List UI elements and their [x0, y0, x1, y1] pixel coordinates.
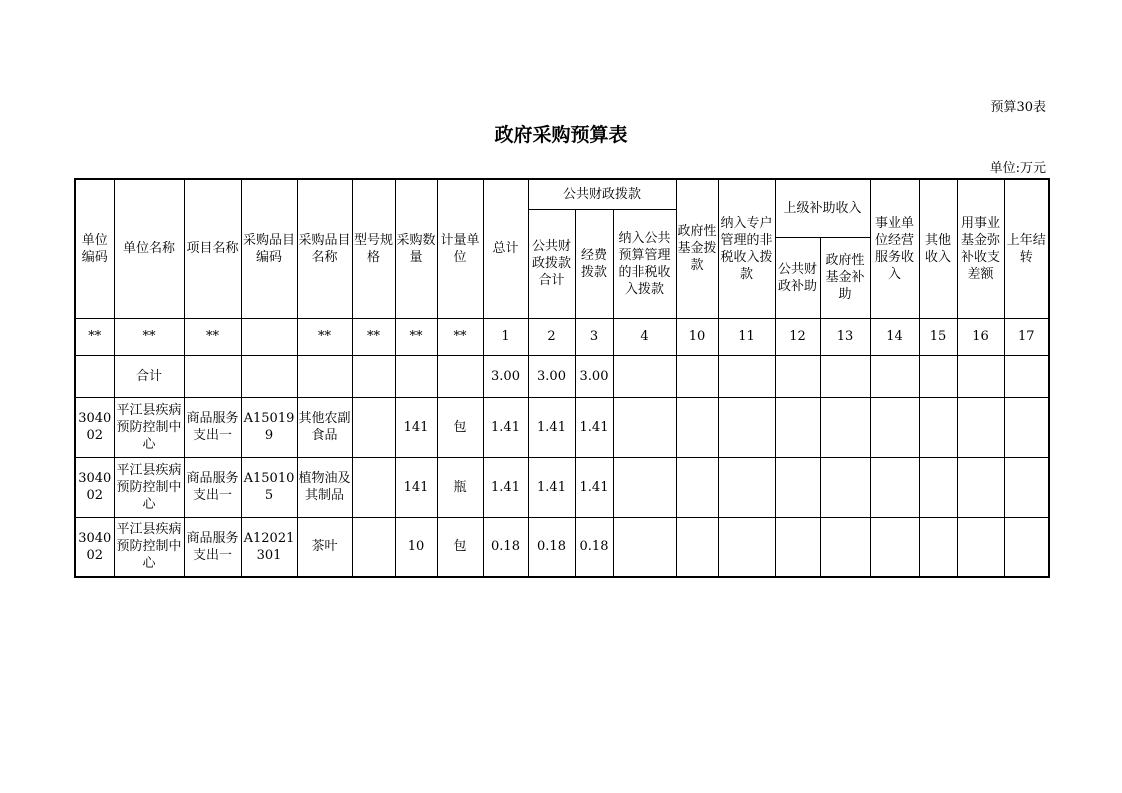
row-model-spec: [352, 457, 395, 517]
row-measure-unit: 包: [437, 397, 483, 457]
table-row: [75, 397, 1049, 457]
index-cell: 15: [919, 318, 957, 355]
row-item-code: A150105: [241, 457, 297, 517]
index-cell: 14: [870, 318, 919, 355]
row-model-spec: [352, 517, 395, 577]
index-cell: 13: [820, 318, 870, 355]
header-carryover: 上年结转: [1004, 179, 1049, 318]
header-fund-balance: 用事业基金弥补收支差额: [957, 179, 1004, 318]
total-operating-funds: 3.00: [575, 355, 613, 397]
index-cell: **: [184, 318, 241, 355]
row-measure-unit: 包: [437, 517, 483, 577]
row-public-finance: 0.18: [528, 517, 575, 577]
row-quantity: 141: [395, 457, 437, 517]
header-public-finance-total: 公共财政拨款合计: [528, 209, 575, 318]
row-item-code: A12021301: [241, 517, 297, 577]
header-other-income: 其他收入: [919, 179, 957, 318]
index-cell: 4: [613, 318, 676, 355]
header-total: 总计: [483, 179, 528, 318]
row-public-finance: 1.41: [528, 457, 575, 517]
procurement-budget-table: [74, 178, 1050, 578]
header-project-name: 项目名称: [184, 179, 241, 318]
total-public-finance: 3.00: [528, 355, 575, 397]
index-cell: 17: [1004, 318, 1049, 355]
index-cell: 10: [676, 318, 718, 355]
header-model-spec: 型号规格: [352, 179, 395, 318]
unit-label: 单位:万元: [989, 161, 1046, 176]
header-quantity: 采购数量: [395, 179, 437, 318]
row-model-spec: [352, 397, 395, 457]
total-row: [75, 355, 1049, 397]
row-measure-unit: 瓶: [437, 457, 483, 517]
index-cell: **: [297, 318, 352, 355]
header-item-name: 采购品目名称: [297, 179, 352, 318]
table-row: [75, 517, 1049, 577]
row-quantity: 141: [395, 397, 437, 457]
row-total: 1.41: [483, 397, 528, 457]
index-cell: [241, 318, 297, 355]
header-unit-code: 单位编码: [75, 179, 114, 318]
form-number: 预算30表: [990, 100, 1046, 115]
row-unit-name: 平江县疾病预防控制中心: [114, 457, 184, 517]
index-cell: **: [114, 318, 184, 355]
row-unit-name: 平江县疾病预防控制中心: [114, 397, 184, 457]
header-public-finance: 公共财政拨款: [528, 179, 676, 209]
index-cell: 11: [718, 318, 775, 355]
index-cell: **: [75, 318, 114, 355]
total-total: 3.00: [483, 355, 528, 397]
header-business-income: 事业单位经营服务收入: [870, 179, 919, 318]
header-operating-funds: 经费拨款: [575, 209, 613, 318]
index-cell: **: [352, 318, 395, 355]
row-project-name: 商品服务支出一: [184, 517, 241, 577]
table-row: [75, 457, 1049, 517]
row-project-name: 商品服务支出一: [184, 457, 241, 517]
header-superior-subsidy: 上级补助收入: [775, 179, 870, 237]
index-cell: 2: [528, 318, 575, 355]
header-superior-fund: 政府性基金补助: [820, 237, 870, 318]
header-superior-public: 公共财政补助: [775, 237, 820, 318]
index-cell: 16: [957, 318, 1004, 355]
header-gov-fund: 政府性基金拨款: [676, 179, 718, 318]
page-title: 政府采购预算表: [494, 124, 628, 146]
row-public-finance: 1.41: [528, 397, 575, 457]
row-item-name: 植物油及其制品: [297, 457, 352, 517]
row-item-code: A150199: [241, 397, 297, 457]
header-unit-name: 单位名称: [114, 179, 184, 318]
row-total: 1.41: [483, 457, 528, 517]
row-quantity: 10: [395, 517, 437, 577]
row-unit-code: 304002: [75, 517, 114, 577]
row-unit-name: 平江县疾病预防控制中心: [114, 517, 184, 577]
row-operating-funds: 1.41: [575, 457, 613, 517]
index-cell: 12: [775, 318, 820, 355]
index-cell: 1: [483, 318, 528, 355]
row-item-name: 其他农副食品: [297, 397, 352, 457]
row-project-name: 商品服务支出一: [184, 397, 241, 457]
row-item-name: 茶叶: [297, 517, 352, 577]
row-operating-funds: 0.18: [575, 517, 613, 577]
index-cell: **: [437, 318, 483, 355]
row-unit-code: 304002: [75, 397, 114, 457]
row-total: 0.18: [483, 517, 528, 577]
index-cell: **: [395, 318, 437, 355]
header-item-code: 采购品目编码: [241, 179, 297, 318]
header-special-nontax: 纳入专户管理的非税收入拨款: [718, 179, 775, 318]
index-cell: 3: [575, 318, 613, 355]
row-operating-funds: 1.41: [575, 397, 613, 457]
row-unit-code: 304002: [75, 457, 114, 517]
index-row: [75, 318, 1049, 355]
header-measure-unit: 计量单位: [437, 179, 483, 318]
total-label: 合计: [114, 355, 184, 397]
header-nontax-in-budget: 纳入公共预算管理的非税收入拨款: [613, 209, 676, 318]
